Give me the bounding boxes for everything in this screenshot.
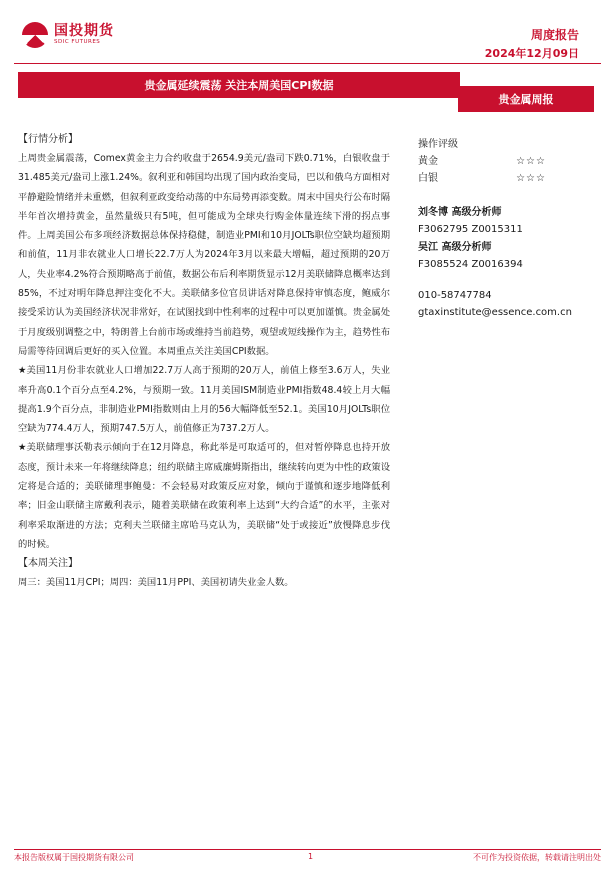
analyst-license: F3062795 Z0015311 [418, 224, 523, 235]
rating-stars-icon: ☆☆☆ [516, 173, 546, 184]
rating-row-silver [418, 170, 546, 187]
header-divider [14, 63, 601, 64]
footer-divider [14, 849, 601, 850]
analyst-name: 刘冬博 高级分析师 [418, 207, 502, 218]
rating-row-gold [418, 153, 546, 170]
contact-info [418, 287, 600, 321]
report-type: 周度报告 [530, 28, 579, 42]
rating-name: 白银 [418, 173, 438, 184]
report-date: 2024年12月09日 [484, 47, 579, 60]
rating-stars-icon: ☆☆☆ [516, 156, 546, 167]
analyst-1 [418, 205, 600, 273]
sidebar [418, 136, 600, 321]
rating-name: 黄金 [418, 156, 438, 167]
paragraph-week-focus: 周三：美国11月CPI；周四：美国11月PPI、美国初请失业金人数。 [18, 577, 294, 589]
footer-disclaimer: 不可作为投资依据，转载请注明出处 [473, 853, 601, 862]
logo-name-cn: 国投期货 [54, 23, 114, 39]
report-category-tag: 贵金属周报 [458, 86, 594, 112]
analyst-license: F3085524 Z0016394 [418, 259, 523, 270]
page-number: 1 [308, 852, 314, 861]
contact-phone: 010-58747784 [418, 290, 492, 301]
logo-name-en: SDIC FUTURES [54, 39, 101, 45]
contact-email[interactable]: gtaxinstitute@essence.com.cn [418, 307, 572, 318]
section-heading-focus: 【本周关注】 [18, 558, 78, 570]
rating-label: 操作评级 [418, 139, 458, 150]
report-title: 贵金属延续震荡 关注本周美国CPI数据 [18, 72, 460, 98]
company-logo [22, 22, 114, 48]
analyst-name: 吴江 高级分析师 [418, 242, 492, 253]
paragraph-market-analysis: 上周贵金属震荡，Comex黄金主力合约收盘于2654.9美元/盎司下跌0.71%，白银收盘于31.485美元/盎司上涨1.24%。叙利亚和韩国均出现了国内政治变局，巴以和俄乌方面相对平静避险情绪并未重燃，但叙利亚政变给动荡的中东局势再添变数。周末中国央行公布时隔半年首次增持黄金，虽然量级只有5吨，但可能成为全球央行购金体量连续下滑的拐点事件。上周美国公布多项经济数据总体保持稳健，制造业PMI和10月JOLTs职位空缺均超预期和前值，11月非农就业人口增长22.7万人为2024年3月以来最大增幅，超过预期的20万人，失业率4.2%符合预期略高于前值，数据公布后利率期货显示12月美联储降息概率达到85%，不过对明年降息押注变化不大。美联储多位官员讲话对降息保持审慎态度，鲍威尔接受采访认为美国经济状况非常好，在试图找到中性利率的过程中可以更加谨慎。贵金属处于月度级别调整之中，特朗普上台前市场或维持当前趋势，观望或短线操作为主，趋势性布局需等待回调后更好的买入位置。本周重点关注美国CPI数据。 [18, 153, 390, 357]
main-content [18, 130, 390, 593]
footer-copyright: 本报告版权属于国投期货有限公司 [14, 853, 134, 862]
paragraph-us-data: ★美国11月份非农就业人口增加22.7万人高于预期的20万人，前值上修至3.6万人，失业率升高0.1个百分点至4.2%，与预期一致。11月美国ISM制造业PMI指数48.4较上月大幅提高1.9个百分点，非制造业PMI指数则由上月的56大幅降低至52.1。美国10月JOLTs职位空缺为774.4万人，预期747.5万人，前值修正为737.2万人。 [18, 365, 390, 435]
section-heading-analysis: 【行情分析】 [18, 134, 78, 145]
logo-icon [22, 22, 48, 48]
paragraph-fed-officials: ★美联储理事沃勒表示倾向于在12月降息，称此举是可取适可的，但对暂停降息也持开放态度，预计未来一年将继续降息；纽约联储主席威廉姆斯指出，继续转向更为中性的政策设定将是合适的；美联储理事鲍曼：不会轻易对政策反应对象，倾向于谨慎和逐步地降低利率；旧金山联储主席戴利表示，随着美联储在政策利率上达到“大约合适”的水平，主张对利率采取渐进的方法；克利夫兰联储主席哈马克认为，美联储“处于或接近”放慢降息步伐的时候。 [18, 442, 390, 550]
